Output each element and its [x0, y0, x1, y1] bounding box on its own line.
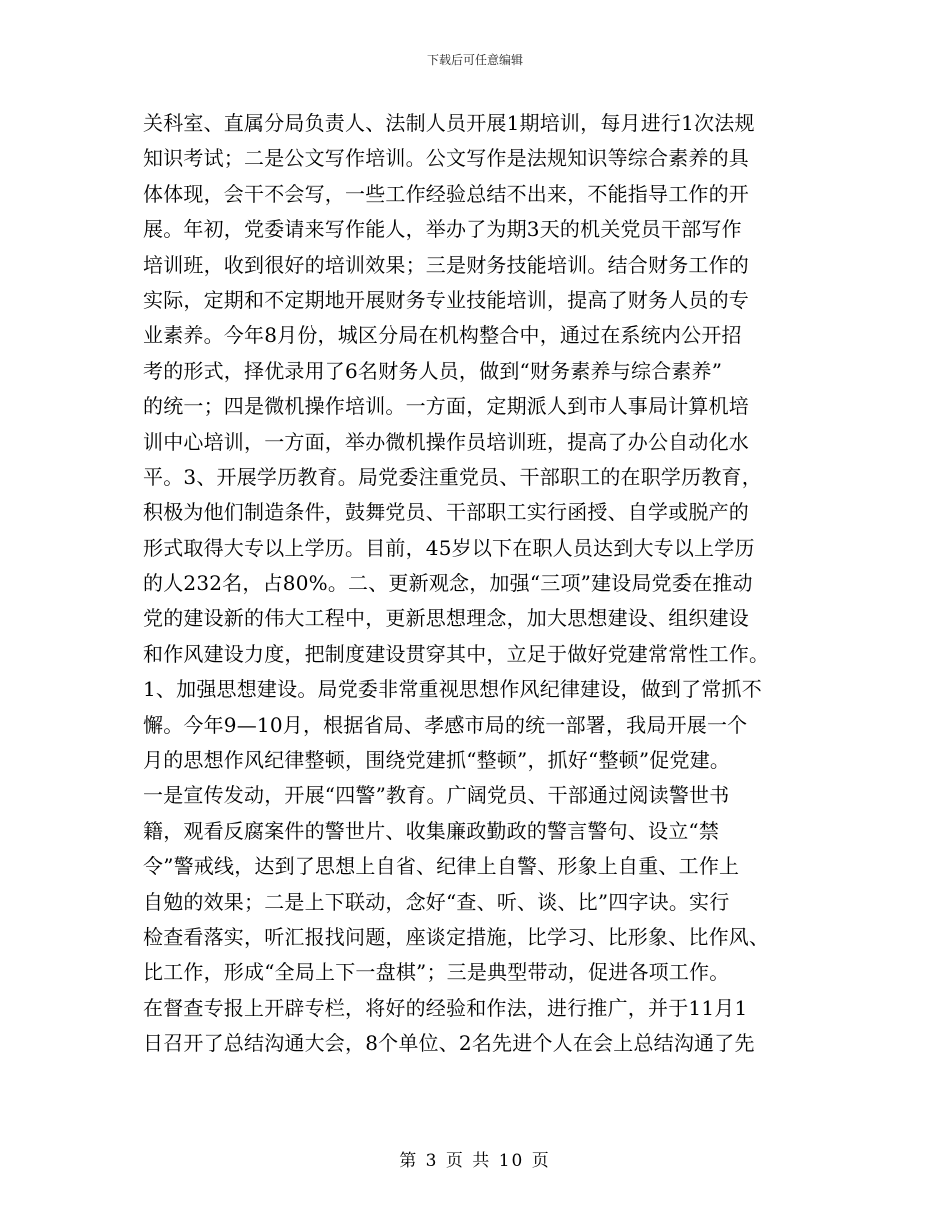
text-line: 培训班，收到很好的培训效果；三是财务技能培训。结合财务工作的	[143, 252, 749, 277]
text-line: 关科室、直属分局负责人、法制人员开展1期培训，每月进行1次法规	[143, 111, 755, 135]
text-line: 积极为他们制造条件，鼓舞党员、干部职工实行函授、自学或脱产的	[143, 500, 749, 525]
text-line: 一是宣传发动，开展“四警”教育。广阔党员、干部通过阅读警世书	[143, 783, 730, 808]
text-line: 的人232名，占80%。二、更新观念，加强“三项”建设局党委在推动	[143, 571, 753, 596]
text-line: 和作风建设力度，把制度建设贯穿其中，立足于做好党建常常性工作。	[143, 641, 770, 666]
text-line: 知识考试；二是公文写作培训。公文写作是法规知识等综合素养的具	[143, 146, 749, 171]
text-line: 形式取得大专以上学历。目前，45岁以下在职人员达到大专以上学历	[143, 535, 755, 560]
text-line: 检查看落实，听汇报找问题，座谈定措施，比学习、比形象、比作风、	[143, 924, 770, 949]
text-line: 1、加强思想建设。局党委非常重视思想作风纪律建设，做到了常抓不	[143, 677, 762, 702]
text-line: 的统一；四是微机操作培训。一方面，定期派人到市人事局计算机培	[143, 394, 749, 419]
text-line: 业素养。今年8月份，城区分局在机构整合中，通过在系统内公开招	[143, 323, 742, 348]
text-line: 令”警戒线，达到了思想上自省、纪律上自警、形象上自重、工作上	[143, 854, 740, 879]
text-line: 考的形式，择优录用了6名财务人员，做到“财务素养与综合素养”	[143, 358, 723, 383]
text-line: 籍，观看反腐案件的警世片、收集廉政勤政的警言警句、设立“禁	[143, 818, 720, 843]
body-text	[143, 106, 823, 1062]
text-line: 实际，定期和不定期地开展财务专业技能培训，提高了财务人员的专	[143, 287, 749, 312]
text-line: 比工作，形成“全局上下一盘棋”；三是典型带动，促进各项工作。	[143, 960, 730, 985]
text-line: 党的建设新的伟大工程中，更新思想理念，加大思想建设、组织建设	[143, 606, 749, 631]
text-line: 体体现，会干不会写，一些工作经验总结不出来，不能指导工作的开	[143, 181, 749, 206]
text-line: 懈。今年9—10月，根据省局、孝感市局的统一部署，我局开展一个	[143, 712, 748, 737]
text-line: 在督查专报上开辟专栏，将好的经验和作法，进行推广，并于11月1	[143, 995, 748, 1020]
text-line: 月的思想作风纪律整顿，围绕党建抓“整顿”，抓好“整顿”促党建。	[143, 748, 731, 773]
text-line: 日召开了总结沟通大会，8个单位、2名先进个人在会上总结沟通了先	[143, 1031, 755, 1056]
page-header: 下载后可任意编辑	[426, 53, 523, 67]
text-line: 自勉的效果；二是上下联动，念好“查、听、谈、比”四字诀。实行	[143, 889, 730, 914]
text-line: 展。年初，党委请来写作能人，举办了为期3天的机关党员干部写作	[143, 217, 742, 242]
text-line: 训中心培训，一方面，举办微机操作员培训班，提高了办公自动化水	[143, 429, 749, 454]
text-line: 平。3、开展学历教育。局党委注重党员、干部职工的在职学历教育，	[143, 464, 762, 489]
page-number-footer: 第 3 页 共 10 页	[399, 1151, 551, 1171]
